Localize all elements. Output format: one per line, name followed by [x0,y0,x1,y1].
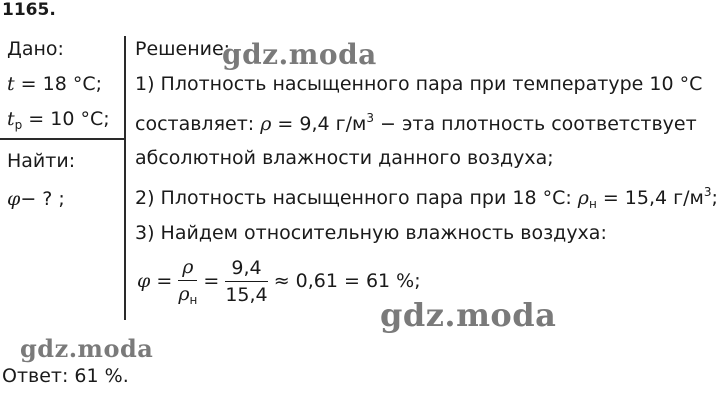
fraction-rho-denominator [178,281,197,307]
var-phi: φ [7,188,21,210]
given-label: Дано: [7,38,64,60]
var-t-dew-sub: р [14,118,23,132]
watermark-top: gdz.moda [222,38,377,71]
fraction-values-denominator: 15,4 [225,284,268,306]
step2-rho: ρ [577,187,589,209]
find-quantity [7,188,65,210]
problem-number: 1165. [2,0,56,20]
step1-rho: ρ [260,113,272,135]
solution-label: Решение: [135,38,231,60]
solution-step1-line2 [135,111,697,135]
find-quantity-value: − ? ; [20,188,65,210]
given-dew-temperature-value: = 10 °C; [22,108,110,130]
watermark-bottom: gdz.moda [20,334,154,363]
formula [137,256,421,307]
step2-end: ; [711,187,718,209]
step2-sup: 3 [703,185,712,199]
var-t-dew: t [7,108,15,130]
step2-start: 2) Плотность насыщенного пара при 18 °C: [135,187,578,209]
given-dew-temperature [7,108,110,132]
formula-eq1: = [150,270,179,292]
fraction-rho-denominator-sub: н [189,293,198,307]
step2-rho-sub: н [588,197,597,211]
step1-line2-sup: 3 [366,111,374,125]
vertical-divider [124,36,126,320]
given-temperature-value: = 18 °C; [14,73,103,95]
fraction-values-numerator: 9,4 [225,257,267,282]
watermark-middle: gdz.moda [380,296,557,334]
fraction-rho [178,256,197,307]
var-t: t [7,73,15,95]
horizontal-divider [0,138,124,140]
find-label: Найти: [7,150,76,172]
solution-step2 [135,185,718,211]
answer: Ответ: 61 %. [2,365,129,387]
fraction-values [225,257,267,306]
step1-line2-end: − эта плотность соответствует [374,113,697,135]
formula-eq2: = [197,270,226,292]
solution-step1-line1: 1) Плотность насыщенного пара при температуре 10 °C [135,73,703,95]
solution-step3: 3) Найдем относительную влажность воздуха: [135,222,607,244]
formula-result: ≈ 0,61 = 61 %; [267,270,421,292]
step1-line2-start: составляет: [135,113,261,135]
fraction-rho-numerator: ρ [178,256,197,281]
fraction-rho-denominator-symbol: ρ [178,283,190,305]
given-temperature [7,73,102,95]
solution-step1-line3: абсолютной влажности данного воздуха; [135,147,554,169]
step2-value: = 15,4 г/м [596,187,704,209]
formula-phi: φ [137,270,151,292]
step1-line2-value: = 9,4 г/м [271,113,367,135]
